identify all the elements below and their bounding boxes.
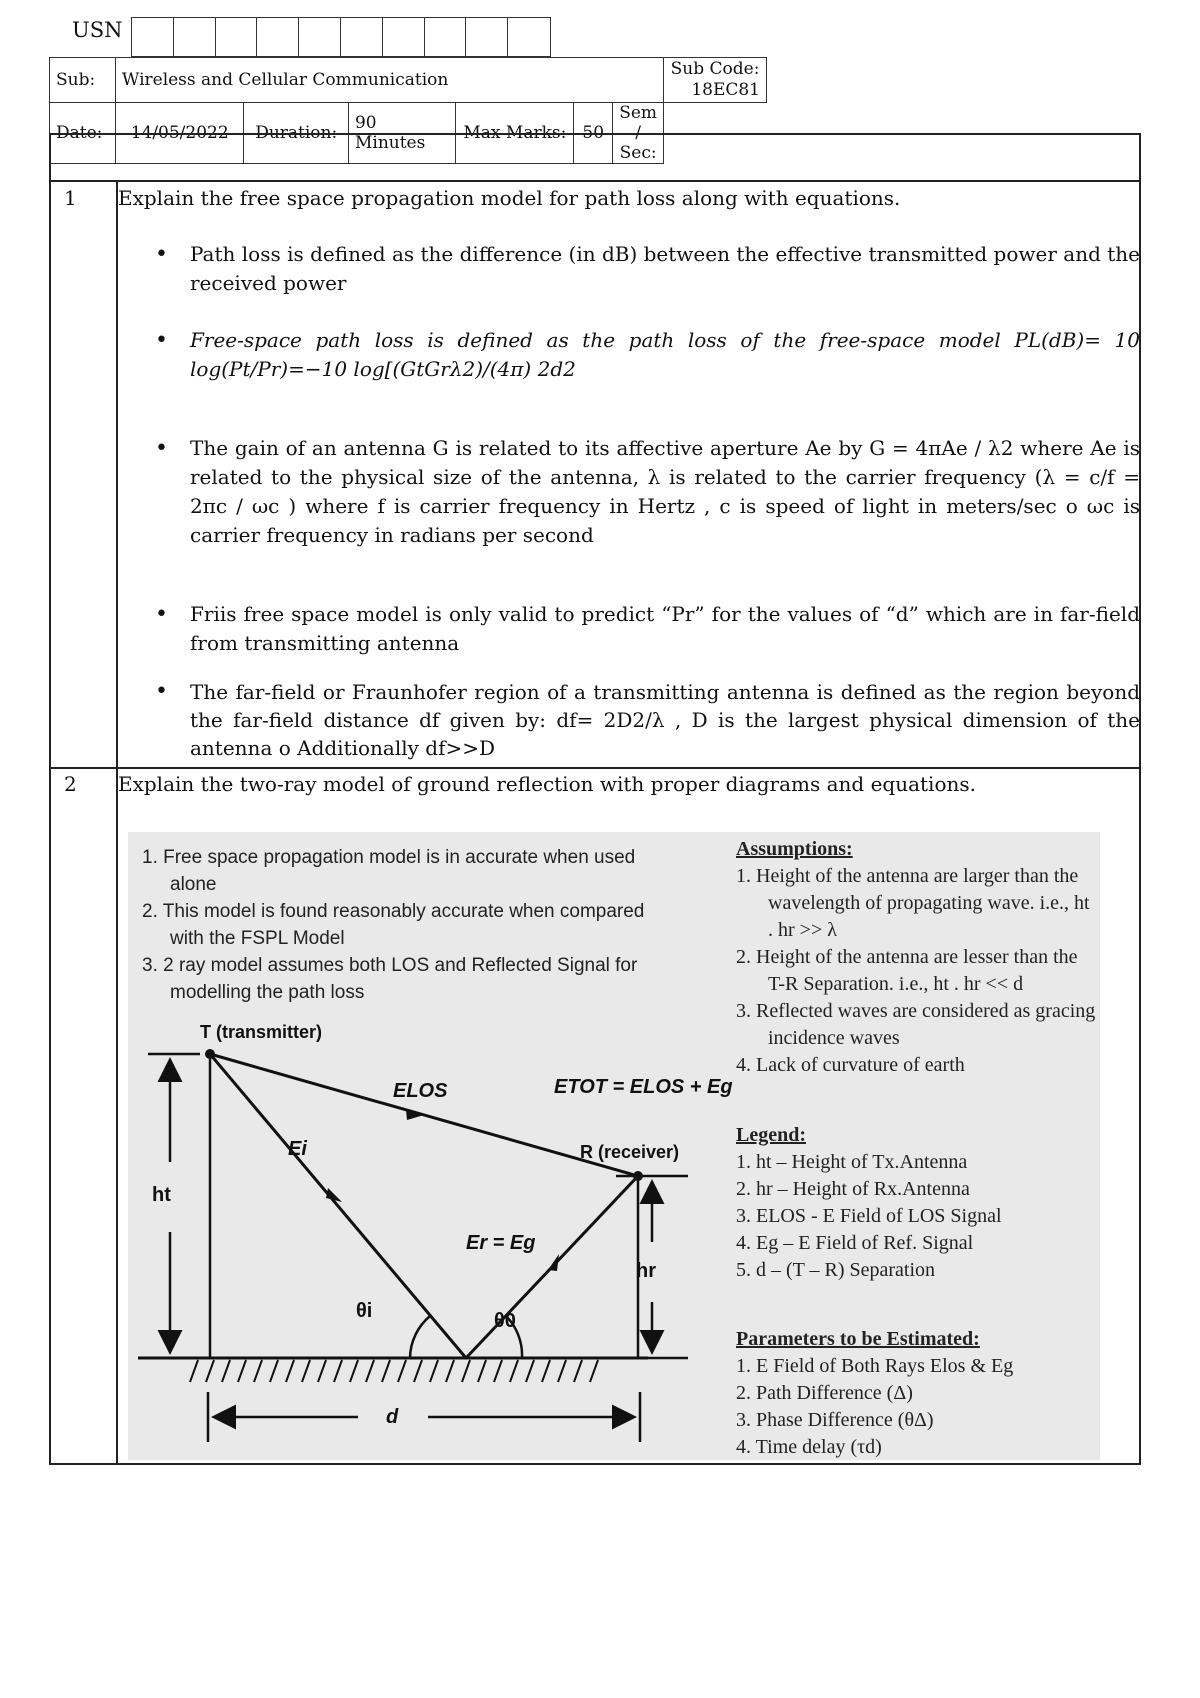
usn-box[interactable] xyxy=(174,18,216,56)
question-1-text: Explain the free space propagation model for path loss along with equations. xyxy=(118,186,901,210)
list-item xyxy=(150,600,1140,658)
two-ray-model-figure xyxy=(128,832,1100,1460)
list-item xyxy=(150,434,1140,550)
max-marks-value: 50 xyxy=(574,103,613,164)
sub-label: Sub: xyxy=(50,58,116,103)
e-r-label: Er = Eg xyxy=(466,1232,536,1254)
list-item: 2. hr – Height of Rx.Antenna xyxy=(736,1178,970,1200)
usn-label: USN xyxy=(72,18,123,42)
list-item: 1. Height of the antenna are larger than the wavelength of propagating wave. i.e., ht . hr >> λ xyxy=(736,865,1090,941)
usn-box[interactable] xyxy=(466,18,508,56)
theta-0-label: θ0 xyxy=(494,1310,516,1332)
reflected-arrow xyxy=(548,1254,559,1271)
e-los-label: ELOS xyxy=(393,1080,448,1102)
divider-top xyxy=(49,180,1141,182)
bullet-text: Path loss is defined as the difference (in dB) between the effective transmitted power and the received power xyxy=(190,242,1140,295)
list-item: 1. Free space propagation model is in accurate when used alone xyxy=(142,847,636,895)
receiver-label: R (receiver) xyxy=(580,1142,680,1162)
bullet-text: The gain of an antenna G is related to its affective aperture Ae by G = 4πAe / λ2 where Ae is related to the physical size of the antenna, λ is related to the carrier frequency (λ = c/f = 2πc / ωc ) where f is carrier frequency in Hertz , c is speed of light in meters/sec o ωc is carrier frequency in radians per second xyxy=(190,436,1140,547)
usn-box[interactable] xyxy=(299,18,341,56)
list-item: 4. Eg – E Field of Ref. Signal xyxy=(736,1232,974,1254)
list-item: 3. 2 ray model assumes both LOS and Reflected Signal for modelling the path loss xyxy=(142,955,638,1003)
sem-sec-label: Sem / Sec: xyxy=(613,103,664,164)
bullet-icon: • xyxy=(155,328,168,353)
e-i-label: Ei xyxy=(288,1138,307,1160)
bullet-text: Friis free space model is only valid to predict “Pr” for the values of “d” which are in far-field from transmitting antenna xyxy=(190,602,1140,655)
legend-section xyxy=(736,1122,1096,1284)
subject-name: Wireless and Cellular Communication xyxy=(115,58,663,103)
bullet-icon: • xyxy=(155,436,168,461)
max-marks-label: Max Marks: xyxy=(456,103,574,164)
duration-value: 90 Minutes xyxy=(348,103,455,164)
hr-label: hr xyxy=(636,1260,656,1282)
theta-i-label: θi xyxy=(356,1300,373,1322)
ht-label: ht xyxy=(152,1184,171,1206)
question-2-text: Explain the two-ray model of ground reflection with proper diagrams and equations. xyxy=(118,772,976,796)
usn-box[interactable] xyxy=(132,18,174,56)
legend-title: Legend: xyxy=(736,1124,806,1146)
list-item: 1. E Field of Both Rays Elos & Eg xyxy=(736,1355,1014,1377)
list-item xyxy=(150,678,1140,762)
bullet-text: The far-field or Fraunhofer region of a transmitting antenna is defined as the region beyond the far-field distance df given by: df= 2D2/λ , D is the largest physical dimension of the antenna o Additionally df>>D xyxy=(190,680,1140,760)
sub-code-cell xyxy=(664,58,767,103)
usn-box[interactable] xyxy=(216,18,258,56)
ground-hatch xyxy=(190,1360,598,1382)
question-1-number: 1 xyxy=(64,186,77,210)
sub-code: 18EC81 xyxy=(691,80,760,100)
assumptions-section xyxy=(736,836,1096,1079)
usn-box[interactable] xyxy=(508,18,550,56)
question-2-number: 2 xyxy=(64,772,77,796)
duration-label: Duration: xyxy=(244,103,348,164)
number-column-divider xyxy=(116,180,118,1465)
usn-box[interactable] xyxy=(425,18,467,56)
assumptions-title: Assumptions: xyxy=(736,838,853,860)
usn-box[interactable] xyxy=(257,18,299,56)
list-item: 4. Time delay (τd) xyxy=(736,1436,882,1458)
e-tot-label: ETOT = ELOS + Eg xyxy=(554,1076,733,1098)
usn-boxes xyxy=(131,17,551,57)
list-item: 2. Path Difference (Δ) xyxy=(736,1382,913,1404)
parameters-section xyxy=(736,1326,1096,1461)
list-item: 5. d – (T – R) Separation xyxy=(736,1259,936,1281)
parameters-title: Parameters to be Estimated: xyxy=(736,1328,980,1350)
transmitter-label: T (transmitter) xyxy=(200,1022,323,1042)
list-item: 4. Lack of curvature of earth xyxy=(736,1054,965,1076)
bullet-text: Free-space path loss is defined as the path loss of the free-space model PL(dB)= 10 log(Pt/Pr)=−10 log[(GtGrλ2)/(4π) 2d2 xyxy=(190,328,1140,381)
list-item: 2. Height of the antenna are lesser than the T-R Separation. i.e., ht . hr << d xyxy=(736,946,1078,995)
theta-i-arc xyxy=(410,1316,430,1358)
bullet-icon: • xyxy=(155,602,168,627)
list-item: 2. This model is found reasonably accurate when compared with the FSPL Model xyxy=(142,901,645,949)
usn-box[interactable] xyxy=(383,18,425,56)
list-item: 1. ht – Height of Tx.Antenna xyxy=(736,1151,968,1173)
bullet-icon: • xyxy=(155,242,168,267)
incident-arrow xyxy=(326,1188,342,1202)
list-item: 3. ELOS - E Field of LOS Signal xyxy=(736,1205,1002,1227)
date-label: Date: xyxy=(50,103,116,164)
date-value: 14/05/2022 xyxy=(115,103,244,164)
list-item: 3. Reflected waves are considered as gracing incidence waves xyxy=(736,1000,1096,1049)
usn-box[interactable] xyxy=(341,18,383,56)
divider-q2 xyxy=(49,767,1141,769)
list-item: 3. Phase Difference (θΔ) xyxy=(736,1409,934,1431)
bullet-icon: • xyxy=(155,679,168,704)
list-item xyxy=(150,326,1140,384)
d-label: d xyxy=(386,1406,399,1428)
sub-code-label: Sub Code: xyxy=(670,59,760,79)
list-item xyxy=(150,240,1140,298)
